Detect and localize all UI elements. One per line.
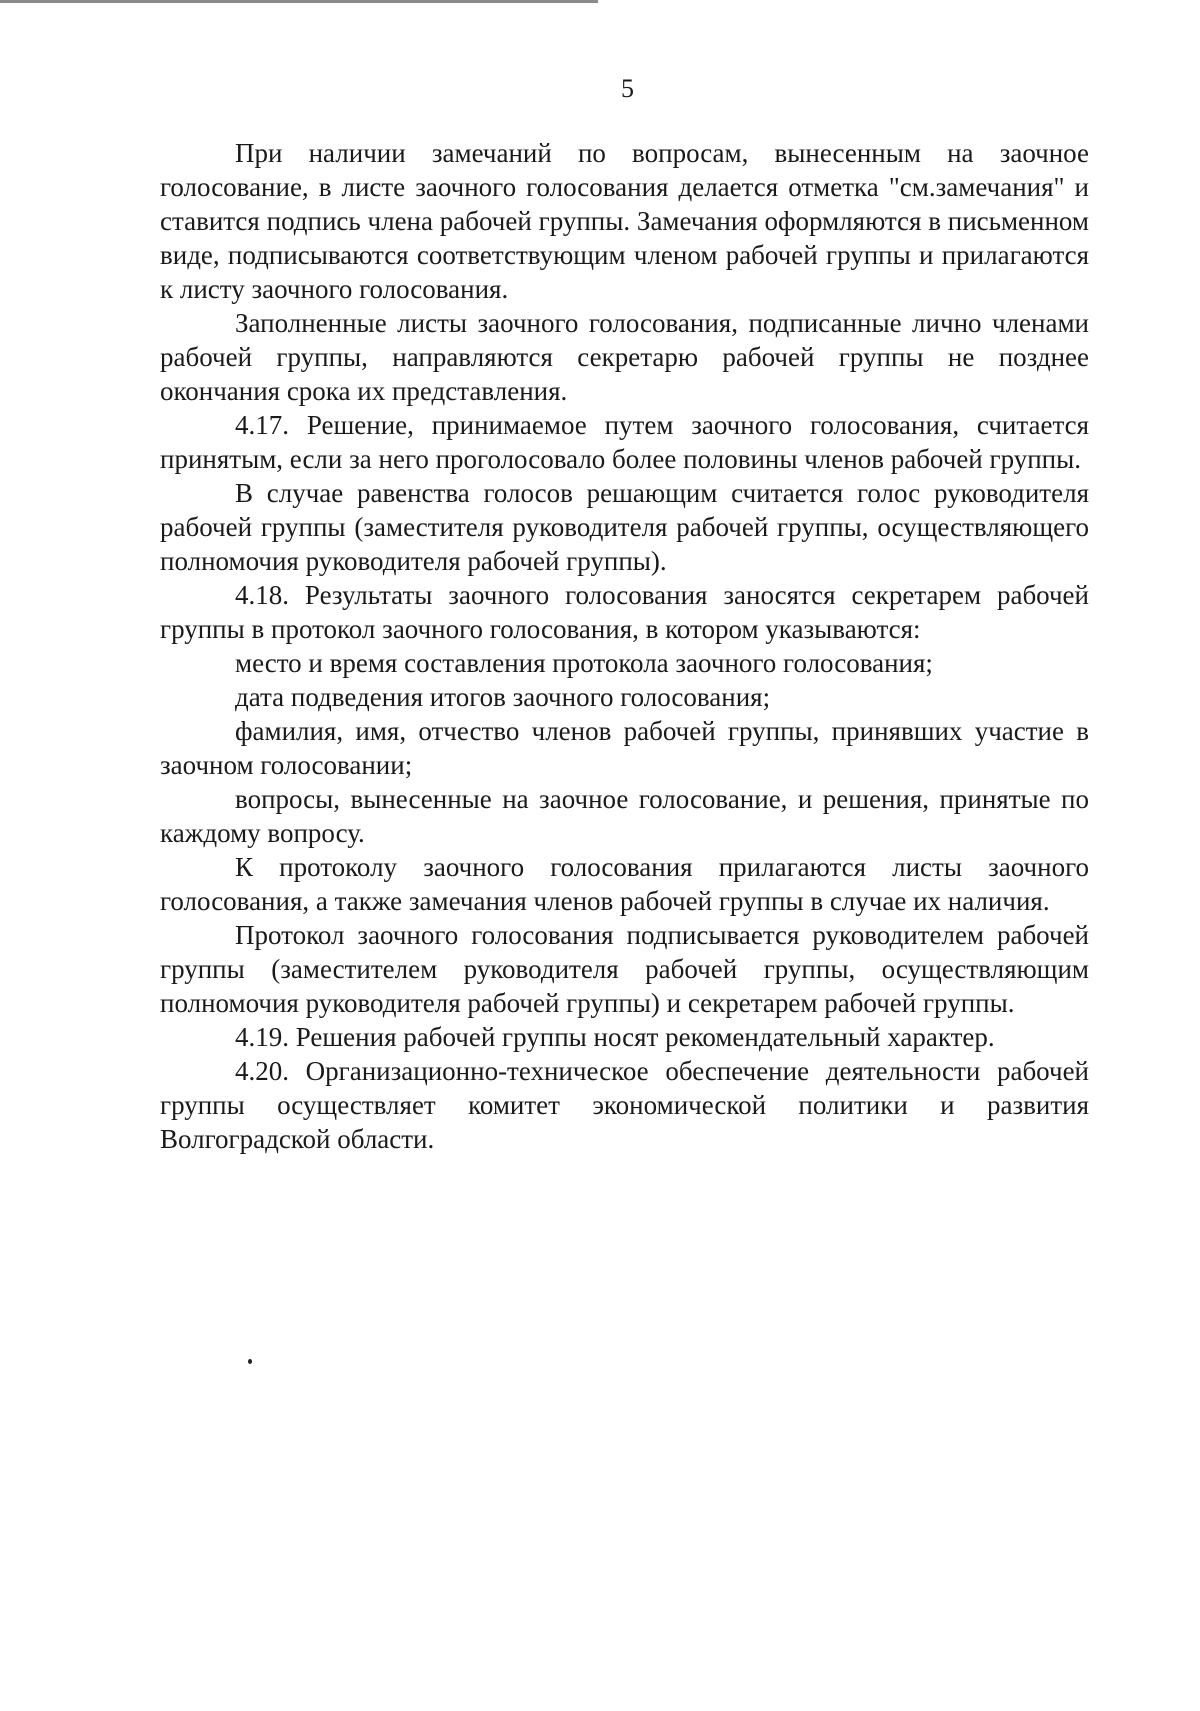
scan-artifact-dot [248, 1359, 252, 1364]
document-body [160, 136, 1089, 1156]
paragraph-remarks: При наличии замечаний по вопросам, вынесенным на заочное голосование, в листе заочного голосования делается отметка "см.замечания" и ставится подпись члена рабочей группы. Замечания оформляются в письменном виде, подписываются соответствующим членом рабочей группы и прилагаются к листу заочного голосования. [160, 138, 1089, 304]
list-item-names: фамилия, имя, отчество членов рабочей группы, принявших участие в заочном голосовании; [160, 716, 1089, 780]
paragraph-clause-4-18: 4.18. Результаты заочного голосования заносятся секретарем рабочей группы в протокол заочного голосования, в котором указываются: [160, 580, 1089, 644]
page-number: 5 [621, 74, 634, 103]
paragraph-clause-4-19: 4.19. Решения рабочей группы носят рекомендательный характер. [235, 1022, 995, 1052]
paragraph-tie-vote: В случае равенства голосов решающим считается голос руководителя рабочей группы (заместителя руководителя рабочей группы, осуществляющего полномочия руководителя рабочей группы). [160, 478, 1089, 576]
list-item-date: дата подведения итогов заочного голосования; [235, 682, 771, 712]
paragraph-protocol-signing: Протокол заочного голосования подписывается руководителем рабочей группы (заместителем руководителя рабочей группы, осуществляющим полномочия руководителя рабочей группы) и секретарем рабочей группы. [160, 920, 1089, 1018]
list-item-place-time: место и время составления протокола заочного голосования; [235, 648, 933, 678]
paragraph-clause-4-17: 4.17. Решение, принимаемое путем заочного голосования, считается принятым, если за него проголосовало более половины членов рабочей группы. [160, 410, 1089, 474]
paragraph-clause-4-20: 4.20. Организационно-техническое обеспечение деятельности рабочей группы осуществляет комитет экономической политики и развития Волгоградской области. [160, 1056, 1089, 1154]
list-item-questions: вопросы, вынесенные на заочное голосование, и решения, принятые по каждому вопросу. [160, 784, 1089, 848]
scan-edge-line [0, 0, 598, 3]
paragraph-completed-sheets: Заполненные листы заочного голосования, подписанные лично членами рабочей группы, направляются секретарю рабочей группы не позднее окончания срока их представления. [160, 308, 1089, 406]
paragraph-attachments: К протоколу заочного голосования прилагаются листы заочного голосования, а также замечания членов рабочей группы в случае их наличия. [160, 852, 1089, 916]
